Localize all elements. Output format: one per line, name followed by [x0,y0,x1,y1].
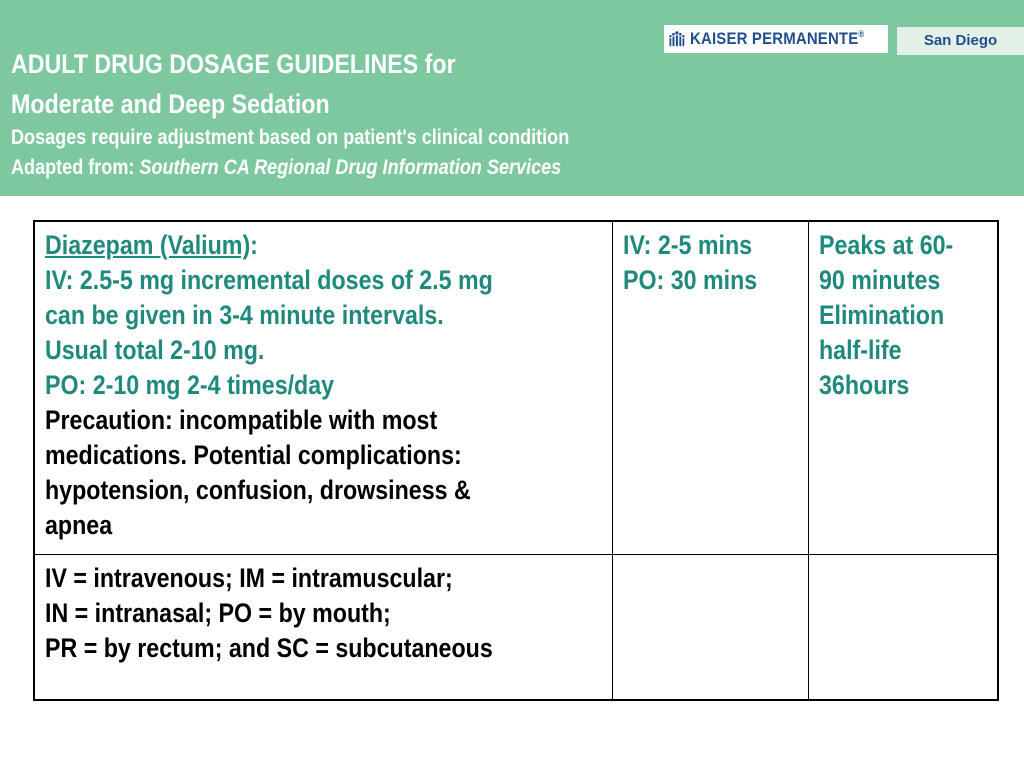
iv-dose-line: Usual total 2-10 mg. [45,335,265,365]
precaution-line: medications. Potential complications: [45,440,462,470]
empty-cell [809,555,998,701]
duration-line: 36hours [819,370,910,400]
table-row [34,221,998,555]
adapted-from [11,153,561,183]
title-line-1: ADULT DRUG DOSAGE GUIDELINES for [11,49,456,79]
drug-name-line: Diazepam (Valium): [45,230,258,260]
slide-title [11,44,456,124]
duration-line: Elimination [819,300,945,330]
subtitle: Dosages require adjustment based on patient's clinical condition [11,126,570,149]
po-dose-line: PO: 2-10 mg 2-4 times/day [45,370,335,400]
abbreviations-cell [34,555,613,701]
precaution-line: apnea [45,510,113,540]
abbreviation-line: IN = intranasal; PO = by mouth; [45,598,391,628]
iv-dose-line: IV: 2.5-5 mg incremental doses of 2.5 mg [45,265,493,295]
precaution-line: hypotension, confusion, drowsiness & [45,475,471,505]
dosage-table [33,220,999,701]
empty-cell [613,555,809,701]
title-line-2: Moderate and Deep Sedation [11,89,330,119]
onset-line: IV: 2-5 mins [623,230,753,260]
drug-dosage-cell [34,221,613,555]
duration-line: half-life [819,335,902,365]
region-label: San Diego [897,27,1024,55]
logo-text: KAISER PERMANENTE® [689,29,865,48]
kaiser-people-icon [668,27,686,51]
duration-cell [809,221,998,555]
abbreviation-line: PR = by rectum; and SC = subcutaneous [45,633,493,663]
adapted-prefix: Adapted from: [11,156,140,179]
header-banner [0,0,1024,196]
kaiser-logo [664,25,888,53]
iv-dose-line: can be given in 3-4 minute intervals. [45,300,444,330]
abbreviation-line: IV = intravenous; IM = intramuscular; [45,563,453,593]
duration-line: Peaks at 60- [819,230,954,260]
duration-line: 90 minutes [819,265,941,295]
onset-cell [613,221,809,555]
table-row [34,555,998,701]
drug-name: Diazepam (Valium) [45,230,251,260]
precaution-line: Precaution: incompatible with most [45,405,438,435]
adapted-source: Southern CA Regional Drug Information Services [139,156,562,179]
onset-line: PO: 30 mins [623,265,758,295]
